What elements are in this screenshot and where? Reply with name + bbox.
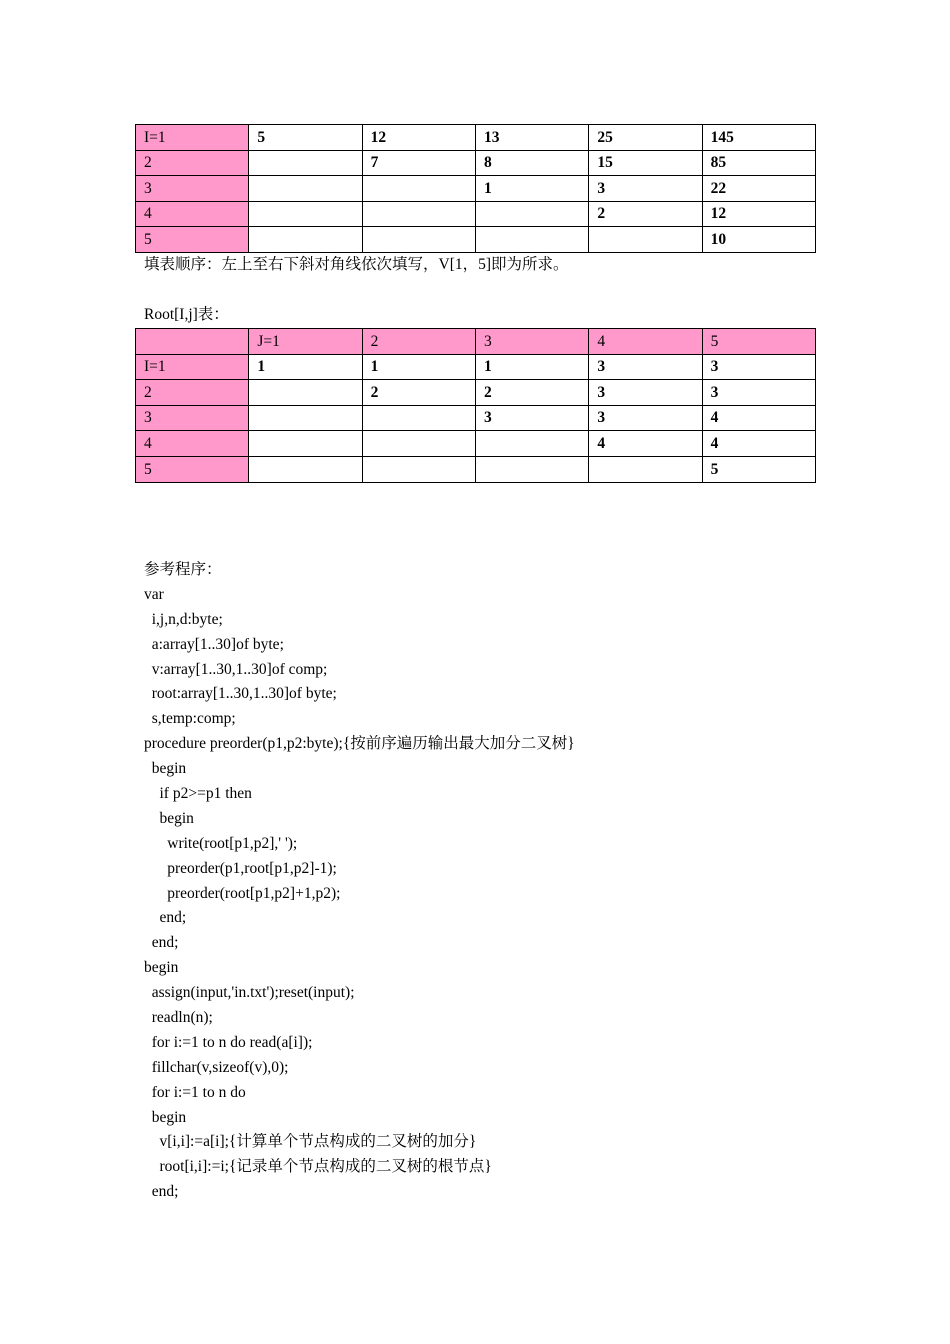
value-cell bbox=[249, 456, 362, 482]
code-line: assign(input,'in.txt');reset(input); bbox=[144, 984, 355, 1002]
code-line: if p2>=p1 then bbox=[144, 785, 252, 803]
table-row bbox=[136, 125, 816, 151]
code-line: v:array[1..30,1..30]of comp; bbox=[144, 660, 328, 678]
code-line: var bbox=[144, 585, 164, 603]
value-cell: 3 bbox=[475, 405, 588, 431]
value-cell: 3 bbox=[702, 380, 815, 406]
value-cell bbox=[249, 431, 362, 457]
code-line: procedure preorder(p1,p2:byte);{按前序遍历输出最大加分二叉树} bbox=[144, 735, 575, 753]
fill-order-note: 填表顺序：左上至右下斜对角线依次填写，V[1，5]即为所求。 bbox=[144, 256, 569, 273]
row-label-cell: I=1 bbox=[136, 125, 249, 151]
value-cell: 3 bbox=[589, 380, 702, 406]
value-cell: 7 bbox=[362, 150, 475, 176]
value-cell bbox=[475, 227, 588, 253]
value-cell: 25 bbox=[589, 125, 702, 151]
value-cell bbox=[362, 176, 475, 202]
value-cell: 4 bbox=[702, 405, 815, 431]
column-header-cell: J=1 bbox=[249, 329, 362, 355]
code-line: preorder(p1,root[p1,p2]-1); bbox=[144, 859, 337, 877]
code-line: readln(n); bbox=[144, 1009, 213, 1027]
row-label-cell: 5 bbox=[136, 227, 249, 253]
code-line: for i:=1 to n do read(a[i]); bbox=[144, 1033, 313, 1051]
value-cell: 3 bbox=[589, 354, 702, 380]
value-cell bbox=[249, 380, 362, 406]
row-label-cell: 3 bbox=[136, 405, 249, 431]
value-cell bbox=[249, 227, 362, 253]
code-line: end; bbox=[144, 1183, 179, 1201]
value-cell: 1 bbox=[362, 354, 475, 380]
v-score-table bbox=[135, 124, 816, 253]
value-cell: 13 bbox=[475, 125, 588, 151]
code-line: write(root[p1,p2],' '); bbox=[144, 834, 298, 852]
table-row bbox=[136, 201, 816, 227]
table-row bbox=[136, 431, 816, 457]
value-cell: 12 bbox=[362, 125, 475, 151]
table-header-row bbox=[136, 329, 816, 355]
table-row bbox=[136, 405, 816, 431]
column-header-cell: 5 bbox=[702, 329, 815, 355]
value-cell: 145 bbox=[702, 125, 815, 151]
value-cell: 10 bbox=[702, 227, 815, 253]
value-cell bbox=[362, 227, 475, 253]
value-cell: 85 bbox=[702, 150, 815, 176]
table-row bbox=[136, 150, 816, 176]
code-line: for i:=1 to n do bbox=[144, 1083, 246, 1101]
row-label-cell: 4 bbox=[136, 431, 249, 457]
value-cell: 2 bbox=[362, 380, 475, 406]
table-row bbox=[136, 456, 816, 482]
value-cell: 22 bbox=[702, 176, 815, 202]
code-line: preorder(root[p1,p2]+1,p2); bbox=[144, 884, 341, 902]
value-cell: 1 bbox=[475, 354, 588, 380]
code-line: end; bbox=[144, 934, 179, 952]
reference-program bbox=[144, 558, 575, 1205]
code-line: begin bbox=[144, 809, 194, 827]
value-cell bbox=[589, 227, 702, 253]
value-cell bbox=[362, 431, 475, 457]
value-cell: 5 bbox=[702, 456, 815, 482]
value-cell: 15 bbox=[589, 150, 702, 176]
code-line: fillchar(v,sizeof(v),0); bbox=[144, 1058, 289, 1076]
value-cell: 4 bbox=[589, 431, 702, 457]
value-cell bbox=[475, 201, 588, 227]
value-cell: 2 bbox=[475, 380, 588, 406]
row-label-cell: 3 bbox=[136, 176, 249, 202]
value-cell: 1 bbox=[475, 176, 588, 202]
code-line: end; bbox=[144, 909, 187, 927]
value-cell: 4 bbox=[702, 431, 815, 457]
value-cell bbox=[475, 431, 588, 457]
code-line: a:array[1..30]of byte; bbox=[144, 635, 284, 653]
table-row bbox=[136, 227, 816, 253]
root-table-caption: Root[I,j]表： bbox=[144, 306, 229, 323]
row-label-cell: 2 bbox=[136, 380, 249, 406]
value-cell bbox=[249, 201, 362, 227]
value-cell: 8 bbox=[475, 150, 588, 176]
value-cell: 12 bbox=[702, 201, 815, 227]
value-cell bbox=[589, 456, 702, 482]
root-table bbox=[135, 328, 816, 483]
column-header-cell bbox=[136, 329, 249, 355]
value-cell: 5 bbox=[249, 125, 362, 151]
column-header-cell: 3 bbox=[475, 329, 588, 355]
row-label-cell: I=1 bbox=[136, 354, 249, 380]
column-header-cell: 2 bbox=[362, 329, 475, 355]
code-line: root[i,i]:=i;{记录单个节点构成的二叉树的根节点} bbox=[144, 1158, 492, 1176]
value-cell: 1 bbox=[249, 354, 362, 380]
value-cell: 3 bbox=[589, 176, 702, 202]
code-line: v[i,i]:=a[i];{计算单个节点构成的二叉树的加分} bbox=[144, 1133, 477, 1151]
row-label-cell: 2 bbox=[136, 150, 249, 176]
value-cell bbox=[362, 201, 475, 227]
value-cell bbox=[249, 176, 362, 202]
row-label-cell: 4 bbox=[136, 201, 249, 227]
code-line: root:array[1..30,1..30]of byte; bbox=[144, 685, 337, 703]
code-line: begin bbox=[144, 959, 179, 977]
code-title: 参考程序： bbox=[144, 561, 222, 578]
table-row bbox=[136, 354, 816, 380]
value-cell bbox=[475, 456, 588, 482]
column-header-cell: 4 bbox=[589, 329, 702, 355]
table-row bbox=[136, 380, 816, 406]
code-line: i,j,n,d:byte; bbox=[144, 610, 223, 628]
value-cell bbox=[362, 456, 475, 482]
value-cell bbox=[249, 405, 362, 431]
value-cell bbox=[362, 405, 475, 431]
code-line: begin bbox=[144, 760, 187, 778]
value-cell: 3 bbox=[702, 354, 815, 380]
row-label-cell: 5 bbox=[136, 456, 249, 482]
table-row bbox=[136, 176, 816, 202]
code-line: s,temp:comp; bbox=[144, 710, 236, 728]
code-lines bbox=[144, 583, 575, 1205]
value-cell: 2 bbox=[589, 201, 702, 227]
value-cell bbox=[249, 150, 362, 176]
value-cell: 3 bbox=[589, 405, 702, 431]
code-line: begin bbox=[144, 1108, 187, 1126]
